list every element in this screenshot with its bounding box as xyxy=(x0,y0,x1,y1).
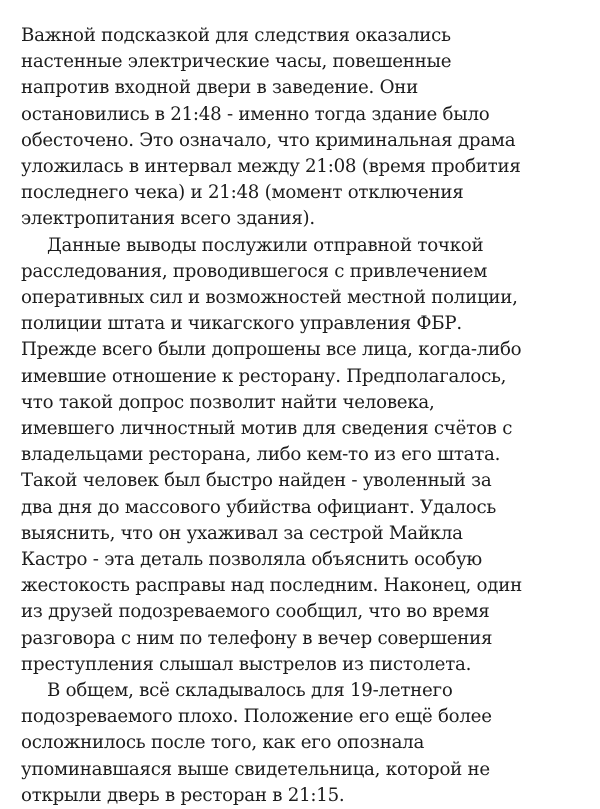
text-line: преступления слышал выстрелов из пистолета. xyxy=(21,653,472,675)
text-line: Данные выводы послужили отправной точкой xyxy=(47,234,484,256)
text-line: осложнилось после того, как его опознала xyxy=(21,732,425,754)
text-line: что такой допрос позволит найти человека, xyxy=(21,391,435,413)
text-line: напротив входной двери в заведение. Они xyxy=(21,77,418,99)
text-line: два дня до массового убийства официант. Удалось xyxy=(21,496,497,518)
text-line: полиции штата и чикагского управления ФБР. xyxy=(21,313,462,335)
text-line: Важной подсказкой для следствия оказались xyxy=(21,25,451,46)
text-line: выяснить, что он ухаживал за сестрой Майкла xyxy=(21,522,463,544)
text-line: упоминавшаяся выше свидетельница, которой не xyxy=(21,758,490,780)
text-line: открыли дверь в ресторан в 21:15. xyxy=(21,784,345,806)
text-line: оперативных сил и возможностей местной полиции, xyxy=(21,287,518,309)
text-line: последнего чека) и 21:48 (момент отключения xyxy=(21,182,464,204)
text-line: расследования, проводившегося с привлечением xyxy=(21,260,488,282)
text-line: В общем, всё складывалось для 19-летнего xyxy=(47,680,453,702)
text-line: Прежде всего были допрошены все лица, когда-либо xyxy=(21,339,522,361)
paragraph-1 xyxy=(21,23,580,233)
text-line: уложилась в интервал между 21:08 (время пробития xyxy=(21,156,521,178)
text-line: имевшего личностный мотив для сведения счётов с xyxy=(21,418,513,440)
text-line: остановились в 21:48 - именно тогда здание было xyxy=(21,103,490,125)
text-line: настенные электрические часы, повешенные xyxy=(21,51,452,73)
text-line: электропитания всего здания). xyxy=(21,208,315,230)
paragraph-2 xyxy=(21,233,580,678)
text-line: Кастро - эта деталь позволяла объяснить особую xyxy=(21,549,483,571)
text-line: подозреваемого плохо. Положение его ещё более xyxy=(21,706,492,728)
paragraph-3 xyxy=(21,678,580,809)
text-line: жестокость расправы над последним. Наконец, один xyxy=(21,575,522,597)
text-line: разговора с ним по телефону в вечер совершения xyxy=(21,627,493,649)
text-line: имевшие отношение к ресторану. Предполагалось, xyxy=(21,365,507,387)
text-line: из друзей подозреваемого сообщил, что во время xyxy=(21,601,490,623)
text-line: Такой человек был быстро найден - уволенный за xyxy=(21,470,492,492)
text-line: обесточено. Это означало, что криминальная драма xyxy=(21,129,516,151)
text-line: владельцами ресторана, либо кем-то из его штата. xyxy=(21,444,501,466)
